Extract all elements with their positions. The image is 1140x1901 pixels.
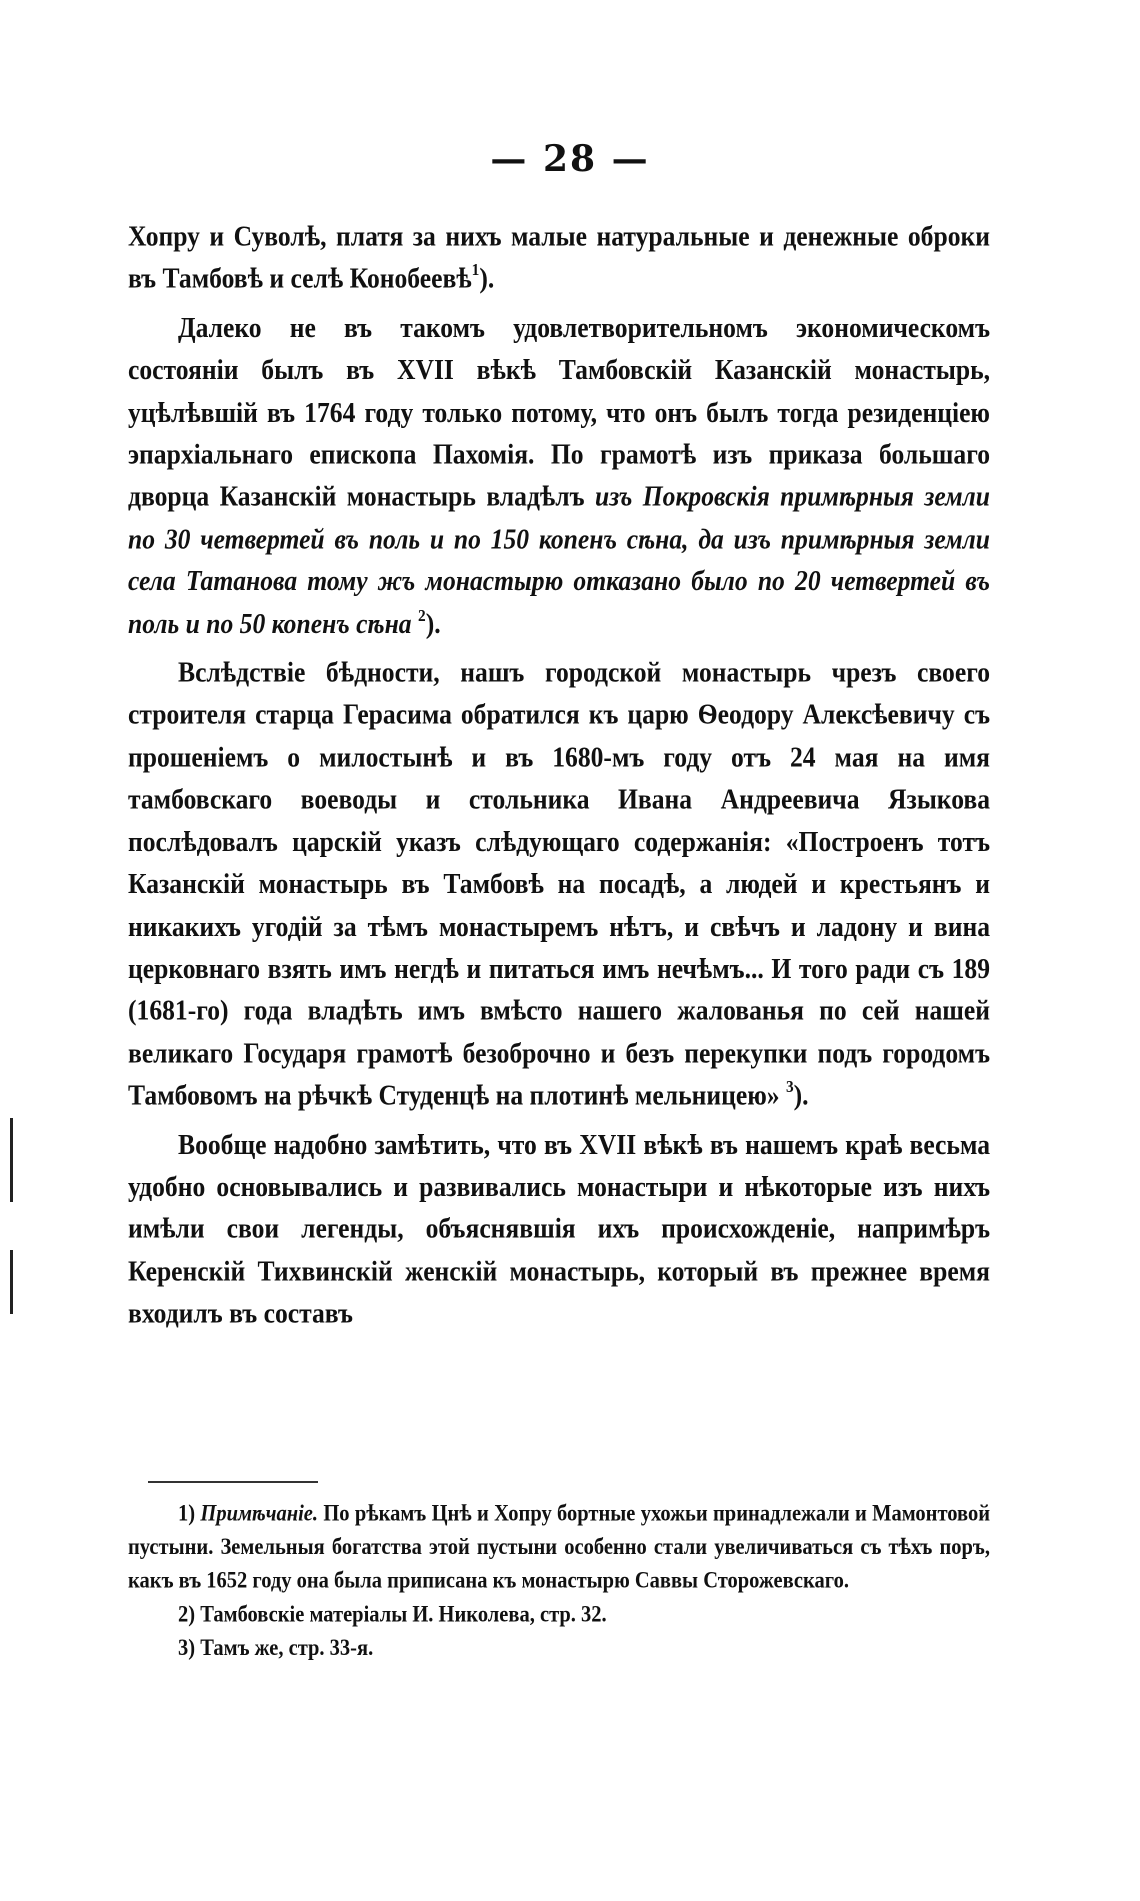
paragraph-3-end: ). xyxy=(793,1078,809,1112)
footnotes xyxy=(128,1497,990,1665)
scan-edge-mark-upper xyxy=(10,1118,13,1202)
footnote-2-text: Тамбовскіе матеріалы И. Николева, стр. 32. xyxy=(200,1602,607,1627)
footnote-1 xyxy=(128,1497,990,1598)
scan-edge-mark-lower xyxy=(10,1250,13,1314)
footnote-3 xyxy=(128,1631,990,1665)
main-text xyxy=(128,215,990,1334)
footnote-1-text: По рѣкамъ Цнѣ и Хопру бортные ухожьи принадлежали и Мамонтовой пустыни. Земельныя богатства этой пустыни особенно стали увеличиваться съ тѣхъ поръ, какъ въ 1652 году она была приписана къ монастырю Саввы Сторожевскаго. xyxy=(128,1501,991,1594)
footnote-3-text: Тамъ же, стр. 33-я. xyxy=(200,1635,374,1661)
footnote-ref-2: 2 xyxy=(418,605,426,626)
paragraph-1-text: Хопру и Суволѣ, платя за нихъ малые натуральные и денежные оброки въ Тамбовѣ и селѣ Конобеевѣ xyxy=(128,219,990,295)
paragraph-1 xyxy=(128,215,990,300)
paragraph-2 xyxy=(128,306,990,644)
paragraph-1-end: ). xyxy=(479,261,495,295)
footnote-3-marker: 3) xyxy=(178,1635,196,1661)
footnote-1-title: Примѣчаніе. xyxy=(200,1501,319,1527)
paragraph-4: Вообще надобно замѣтить, что въ XVII вѣкѣ въ нашемъ краѣ весьма удобно основывались и развивались монастыри и нѣкоторые изъ нихъ имѣли свои легенды, объяснявшія ихъ происхожденіе, напримѣръ Керенскій Тихвинскій женскій монастырь, который въ прежнее время входилъ въ составъ xyxy=(128,1127,990,1330)
paragraph-2-end: ). xyxy=(425,606,441,640)
footnote-ref-1: 1 xyxy=(471,260,480,281)
page-number: — 28 — xyxy=(490,138,650,180)
footnote-ref-3: 3 xyxy=(785,1077,794,1097)
paragraph-3 xyxy=(128,651,990,1116)
footnote-1-marker: 1) xyxy=(178,1501,196,1527)
paragraph-2-text: Далеко не въ такомъ удовлетворительномъ экономическомъ состояніи былъ въ XVII вѣкѣ Тамбовскій Казанскій монастырь, уцѣлѣвшій въ 1764 году только потому, что онъ былъ тогда резиденціею эпархіальнаго епископа Пахомія. По грамотѣ изъ приказа большаго дворца Казанскій монастырь владѣлъ xyxy=(128,310,990,513)
paragraph-2-quote: изъ Покровскія примѣрныя земли по 30 четвертей въ поль и по 150 копенъ сѣна, да изъ примѣрныя земли села Татанова тому жъ монастырю отказано было по 20 четвертей въ поль и по 50 копенъ сѣна xyxy=(128,479,990,640)
footnote-divider xyxy=(148,1481,318,1483)
paragraph-3-text: Вслѣдствіе бѣдности, нашъ городской монастырь чрезъ своего строителя старца Герасима обратился къ царю Ѳеодору Алексѣевичу съ прошеніемъ о милостынѣ и въ 1680-мъ году отъ 24 мая на имя тамбовскаго воеводы и стольника Ивана Андреевича Языкова послѣдовалъ царскій указъ слѣдующаго содержанія: «Построенъ тотъ Казанскій монастырь въ Тамбовѣ на посадѣ, а людей и крестьянъ и никакихъ угодій за тѣмъ монастыремъ нѣтъ, и свѣчъ и ладону и вина церковнаго взять имъ негдѣ и питаться имъ нечѣмъ... И того ради съ 189 (1681-го) года владѣть имъ вмѣсто нашего жалованья по сей нашей великаго Государя грамотѣ безоброчно и безъ перекупки подъ городомъ Тамбовомъ на рѣчкѣ Студенцѣ на плотинѣ мельницею» xyxy=(128,655,990,1112)
footnote-2-marker: 2) xyxy=(178,1602,196,1627)
footnote-2 xyxy=(128,1598,990,1632)
